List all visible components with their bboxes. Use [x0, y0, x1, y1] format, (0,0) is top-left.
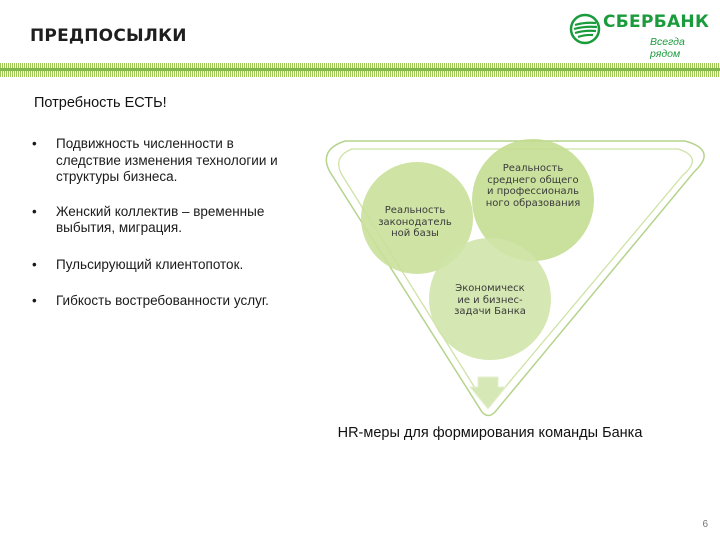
circle-label-education: Реальность среднего общего и профессиональ ного образования: [485, 163, 581, 209]
bullet-item: [30, 293, 295, 310]
bullet-text: Подвижность численности в следствие изменения технологии и структуры бизнеса.: [56, 136, 278, 184]
bullet-list: [30, 136, 295, 310]
logo-slogan: Всегда рядом: [650, 36, 685, 60]
bullet-marker: •: [32, 293, 37, 308]
bullet-item: [30, 204, 295, 237]
bullet-marker: •: [32, 136, 37, 151]
bullet-item: [30, 257, 295, 274]
logo-name: СБЕРБАНК: [603, 12, 710, 32]
funnel-diagram: [290, 125, 720, 425]
circle-label-business: Экономическ ие и бизнес-задачи Банка: [454, 283, 526, 317]
bullet-item: [30, 136, 295, 186]
circle-label-legal: Реальность законодатель ной базы: [378, 205, 452, 239]
bullet-text: Пульсирующий клиентопоток.: [56, 256, 244, 272]
bullet-text: Женский коллектив – временные выбытия, миграция.: [56, 203, 265, 235]
bullet-marker: •: [32, 256, 37, 272]
sberbank-logo-icon: [569, 13, 601, 45]
sberbank-logo: [565, 10, 715, 60]
subtitle: Потребность ЕСТЬ!: [34, 95, 167, 111]
page-number: 6: [702, 519, 708, 530]
conclusion-text: HR-меры для формирования команды Банка: [337, 425, 643, 441]
header-divider: [0, 63, 720, 77]
bullet-text: Гибкость востребованности услуг.: [56, 293, 269, 308]
bullet-marker: •: [32, 203, 37, 219]
slide-title: ПРЕДПОСЫЛКИ: [30, 26, 187, 46]
